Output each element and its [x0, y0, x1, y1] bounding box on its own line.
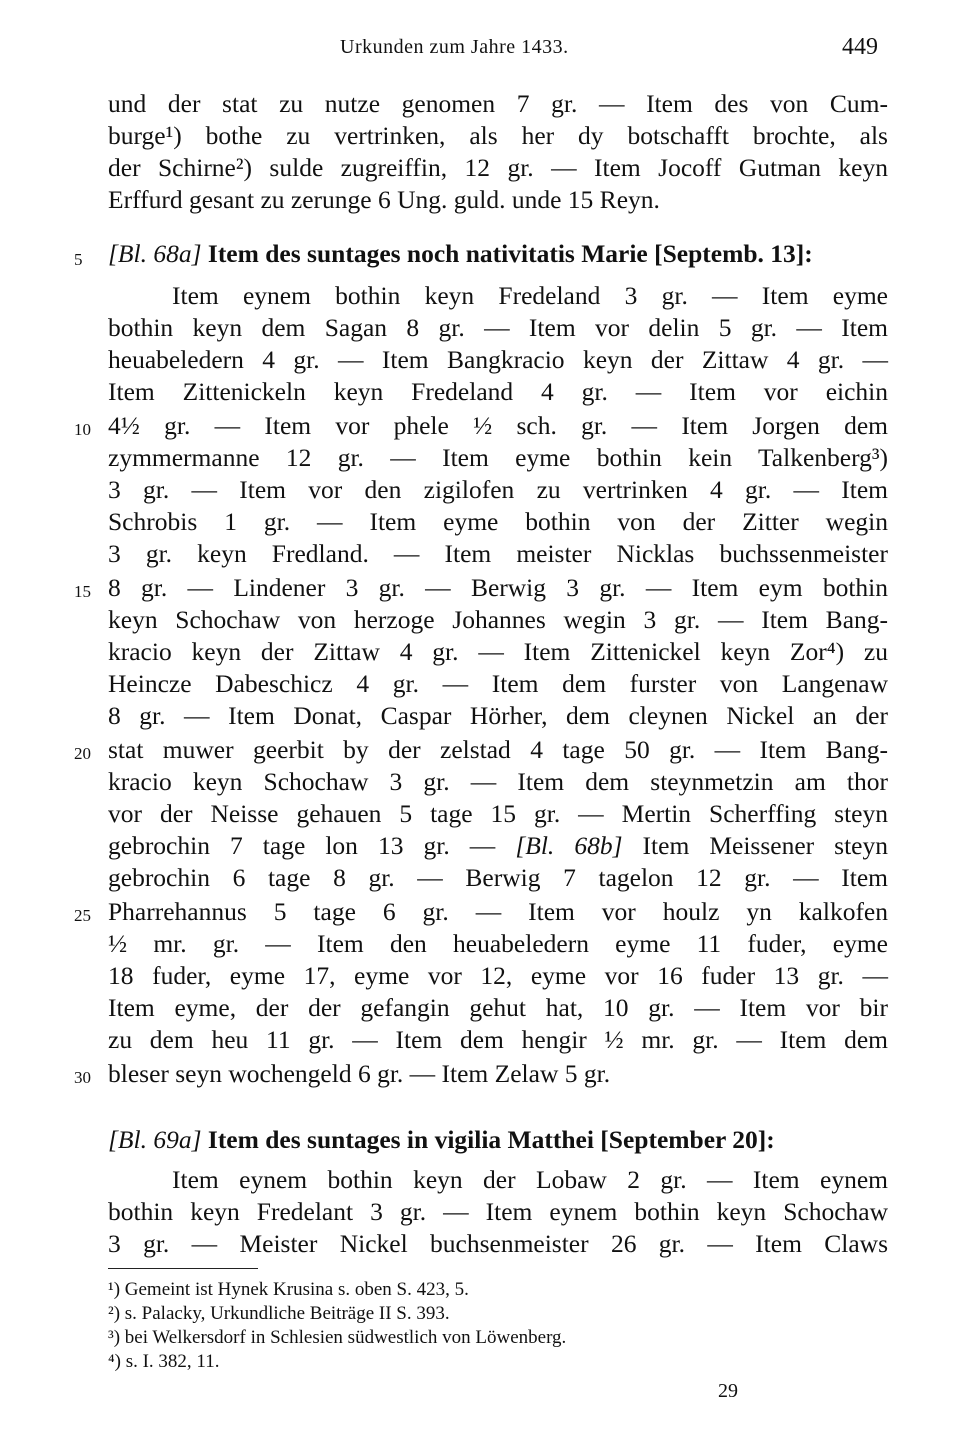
- text-line: Item eynem bothin keyn der Lobaw 2 gr. — Item eynem: [172, 1165, 888, 1194]
- page-header: [0, 32, 960, 72]
- text-line: Erffurd gesant zu zerunge 6 Ung. guld. unde 15 Reyn.: [108, 185, 660, 214]
- section-heading-text: Item des suntages in vigilia Matthei [September 20]:: [207, 1125, 775, 1154]
- text-line: Item eynem bothin keyn Fredeland 3 gr. — Item eyme: [172, 281, 888, 310]
- text-line-end: Item Meissener steyn: [642, 831, 888, 860]
- line-number: 10: [74, 420, 91, 439]
- text-line: keyn Schochaw von herzoge Johannes wegin 3 gr. — Item Bang-: [108, 605, 888, 634]
- line-number: 20: [74, 744, 91, 763]
- text-line: bothin keyn Fredelant 3 gr. — Item eynem bothin keyn Schochaw: [108, 1197, 888, 1226]
- footnote-divider: [108, 1268, 258, 1269]
- folio-reference: [Bl. 69a]: [108, 1125, 202, 1154]
- text-line: bleser seyn wochengeld 6 gr. — Item Zelaw 5 gr.: [108, 1059, 611, 1088]
- page-number: 449: [842, 34, 878, 60]
- section-heading: [108, 238, 888, 270]
- line-number: 15: [74, 582, 91, 601]
- text-line: 8 gr. — Lindener 3 gr. — Berwig 3 gr. — Item eym bothin: [108, 573, 888, 602]
- text-line: 3 gr. keyn Fredland. — Item meister Nicklas buchssenmeister: [108, 539, 888, 568]
- text-line: zymmermanne 12 gr. — Item eyme bothin kein Talkenberg³): [108, 443, 888, 472]
- text-line: Pharrehannus 5 tage 6 gr. — Item vor houlz yn kalkofen: [108, 897, 888, 926]
- footnote: ²) s. Palacky, Urkundliche Beiträge II S. 393.: [108, 1303, 450, 1324]
- text-line: kracio keyn der Zittaw 4 gr. — Item Zittenickel keyn Zor⁴) zu: [108, 637, 888, 666]
- line-number: 25: [74, 906, 91, 925]
- text-line: Item Zittenickeln keyn Fredeland 4 gr. — Item vor eichin: [108, 377, 888, 406]
- text-line: vor der Neisse gehauen 5 tage 15 gr. — Mertin Scherffing steyn: [108, 799, 888, 828]
- text-line: 3 gr. — Item vor den zigilofen zu vertrinken 4 gr. — Item: [108, 475, 888, 504]
- running-title: Urkunden zum Jahre 1433.: [340, 36, 569, 58]
- text-line: gebrochin 6 tage 8 gr. — Berwig 7 tagelon 12 gr. — Item: [108, 863, 888, 892]
- sheet-signature: 29: [718, 1380, 738, 1402]
- text-line: der Schirne²) sulde zugreiffin, 12 gr. — Item Jocoff Gutman keyn: [108, 153, 888, 182]
- text-line-start: gebrochin 7 tage lon 13 gr. —: [108, 831, 496, 860]
- text-line: 3 gr. — Meister Nickel buchsenmeister 26 gr. — Item Claws: [108, 1229, 888, 1258]
- text-line: Schrobis 1 gr. — Item eyme bothin von der Zitter wegin: [108, 507, 888, 536]
- text-line: Item eyme, der der gefangin gehut hat, 10 gr. — Item vor bir: [108, 993, 888, 1022]
- text-line: ½ mr. gr. — Item den heuabeledern eyme 11 fuder, eyme: [108, 929, 888, 958]
- folio-reference: [Bl. 68a]: [108, 239, 202, 268]
- text-line: [108, 830, 888, 862]
- folio-reference: [Bl. 68b]: [515, 831, 623, 860]
- line-number: 5: [74, 250, 83, 269]
- text-line: stat muwer geerbit by der zelstad 4 tage 50 gr. — Item Bang-: [108, 735, 888, 764]
- section-heading-text: Item des suntages noch nativitatis Marie [Septemb. 13]:: [207, 239, 813, 268]
- text-line: Heincze Dabeschicz 4 gr. — Item dem furster von Langenaw: [108, 669, 888, 698]
- section-heading: [108, 1124, 888, 1156]
- text-line: 18 fuder, eyme 17, eyme vor 12, eyme vor 16 fuder 13 gr. —: [108, 961, 888, 990]
- text-line: 8 gr. — Item Donat, Caspar Hörher, dem cleynen Nickel an der: [108, 701, 888, 730]
- text-line: 4½ gr. — Item vor phele ½ sch. gr. — Item Jorgen dem: [108, 411, 888, 440]
- text-line: heuabeledern 4 gr. — Item Bangkracio keyn der Zittaw 4 gr. —: [108, 345, 888, 374]
- text-line: bothin keyn dem Sagan 8 gr. — Item vor delin 5 gr. — Item: [108, 313, 888, 342]
- text-line: zu dem heu 11 gr. — Item dem hengir ½ mr. gr. — Item dem: [108, 1025, 888, 1054]
- line-number: 30: [74, 1068, 91, 1087]
- text-line: und der stat zu nutze genomen 7 gr. — Item des von Cum-: [108, 89, 888, 118]
- footnote: ¹) Gemeint ist Hynek Krusina s. oben S. 423, 5.: [108, 1279, 469, 1300]
- text-line: kracio keyn Schochaw 3 gr. — Item dem steynmetzin am thor: [108, 767, 888, 796]
- footnote: ⁴) s. I. 382, 11.: [108, 1351, 220, 1372]
- text-line: burge¹) bothe zu vertrinken, als her dy botschafft brochte, als: [108, 121, 888, 150]
- footnote: ³) bei Welkersdorf in Schlesien südwestlich von Löwenberg.: [108, 1327, 567, 1348]
